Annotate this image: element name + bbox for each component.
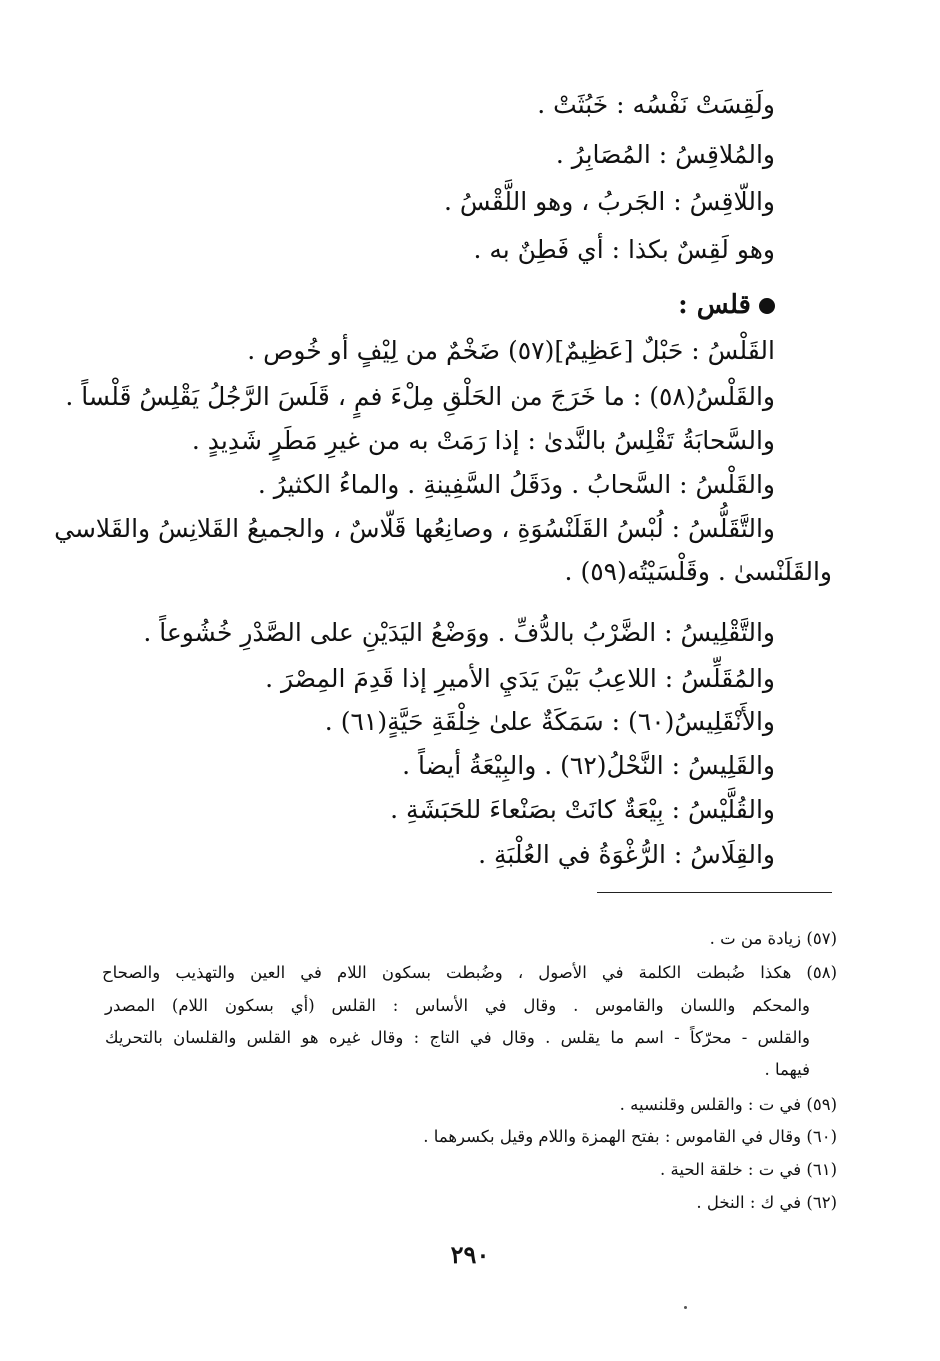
footnote: (٦٢) في ك : النخل . (696, 1193, 837, 1212)
footnote: (٦٠) وقال في القاموس : بفتح الهمزة واللام وقيل بكسرهما . (423, 1127, 837, 1146)
bullet-icon (759, 298, 775, 314)
entry-line: والقُلَّيْسُ : بِيْعَةٌ كانَتْ بصَنْعاءَ للحَبَشَةِ . (390, 795, 775, 824)
footnote-separator (597, 892, 832, 893)
section-heading-text: قلس : (678, 290, 751, 320)
entry-line: وهو لَقِسٌ بكذا : أي فَطِنٌ به . (473, 235, 775, 264)
page-number: ٢٩٠ (450, 1240, 490, 1269)
footnote: (٥٨) هكذا ضُبطت الكلمة في الأصول ، وضُبطت بسكون اللام في العين والتهذيب والصحاح (102, 963, 837, 982)
entry-line: والتَّقَلُّسُ : لُبْسُ القَلَنْسُوَةِ ، وصانِعُها قَلّاسٌ ، والجميعُ القَلانِسُ والقَلاسي (54, 514, 775, 543)
entry-line: والأَنْقَلِيسُ(٦٠) : سَمَكَةٌ علىٰ خِلْقَةِ حَيَّةٍ(٦١) . (324, 707, 775, 736)
entry-line: والقَلِيسُ : النَّحْلُ(٦٢) . والبِيْعَةُ أيضاً . (402, 751, 775, 780)
entry-line: والتَّقْلِيسُ : الضَّرْبُ بالدُّفِّ . ووَضْعُ اليَدَيْنِ على الصَّدْرِ خُشُوعاً . (143, 618, 775, 647)
footnote: (٥٩) في ت : والقلس وقلنسيه . (619, 1095, 837, 1114)
entry-line: القَلْسُ : حَبْلٌ [عَظِيمٌ](٥٧) ضَخْمٌ من لِيْفٍ أو خُوص . (247, 336, 775, 365)
entry-line: والقَلْسُ(٥٨) : ما خَرَجَ من الحَلْقِ مِلْءَ فمٍ ، قَلَسَ الرَّجُلُ يَقْلِسُ قَلْساً . (65, 382, 775, 411)
entry-line: والمُلاقِسُ : المُصَابِرُ . (555, 140, 775, 169)
section-heading (678, 288, 775, 322)
footnote-continuation: فيهما . (764, 1060, 810, 1079)
entry-line: والسَّحابَةُ تَقْلِسُ بالنَّدىٰ : إذا رَمَتْ به من غيرِ مَطَرٍ شَدِيدٍ . (191, 426, 775, 455)
entry-line: واللّاقِسُ : الجَربُ ، وهو اللَّقْسُ . (443, 187, 775, 216)
footnote-continuation: والمحكم واللسان والقاموس . وقال في الأساس : القلس (أي بسكون اللام) المصدر (105, 996, 810, 1015)
scan-speck (684, 1306, 687, 1309)
entry-line: والقَلَنْسىٰ . وقَلْسَيْتُه(٥٩) . (564, 557, 832, 586)
footnote: (٦١) في ت : خلقة الحية . (660, 1160, 837, 1179)
entry-line: والمُقَلِّسُ : اللاعِبُ بَيْنَ يَدَيِ الأميرِ إذا قَدِمَ المِصْرَ . (265, 664, 775, 693)
entry-line: والقِلَاسُ : الرُّغْوَةُ في العُلْبَةِ . (478, 840, 775, 869)
footnote: (٥٧) زيادة من ت . (709, 929, 837, 948)
footnote-continuation: والقلس - محرّكاً - اسم ما يقلس . وقال في التاج : وقال غيره هو القلس والقلسان بالتحريك (105, 1028, 810, 1047)
entry-line: والقَلْسُ : السَّحابُ . ودَقَلُ السَّفِينةِ . والماءُ الكثيرُ . (257, 470, 775, 499)
entry-line: ولَقِسَتْ نَفْسُه : خَبُثَتْ . (537, 90, 775, 119)
